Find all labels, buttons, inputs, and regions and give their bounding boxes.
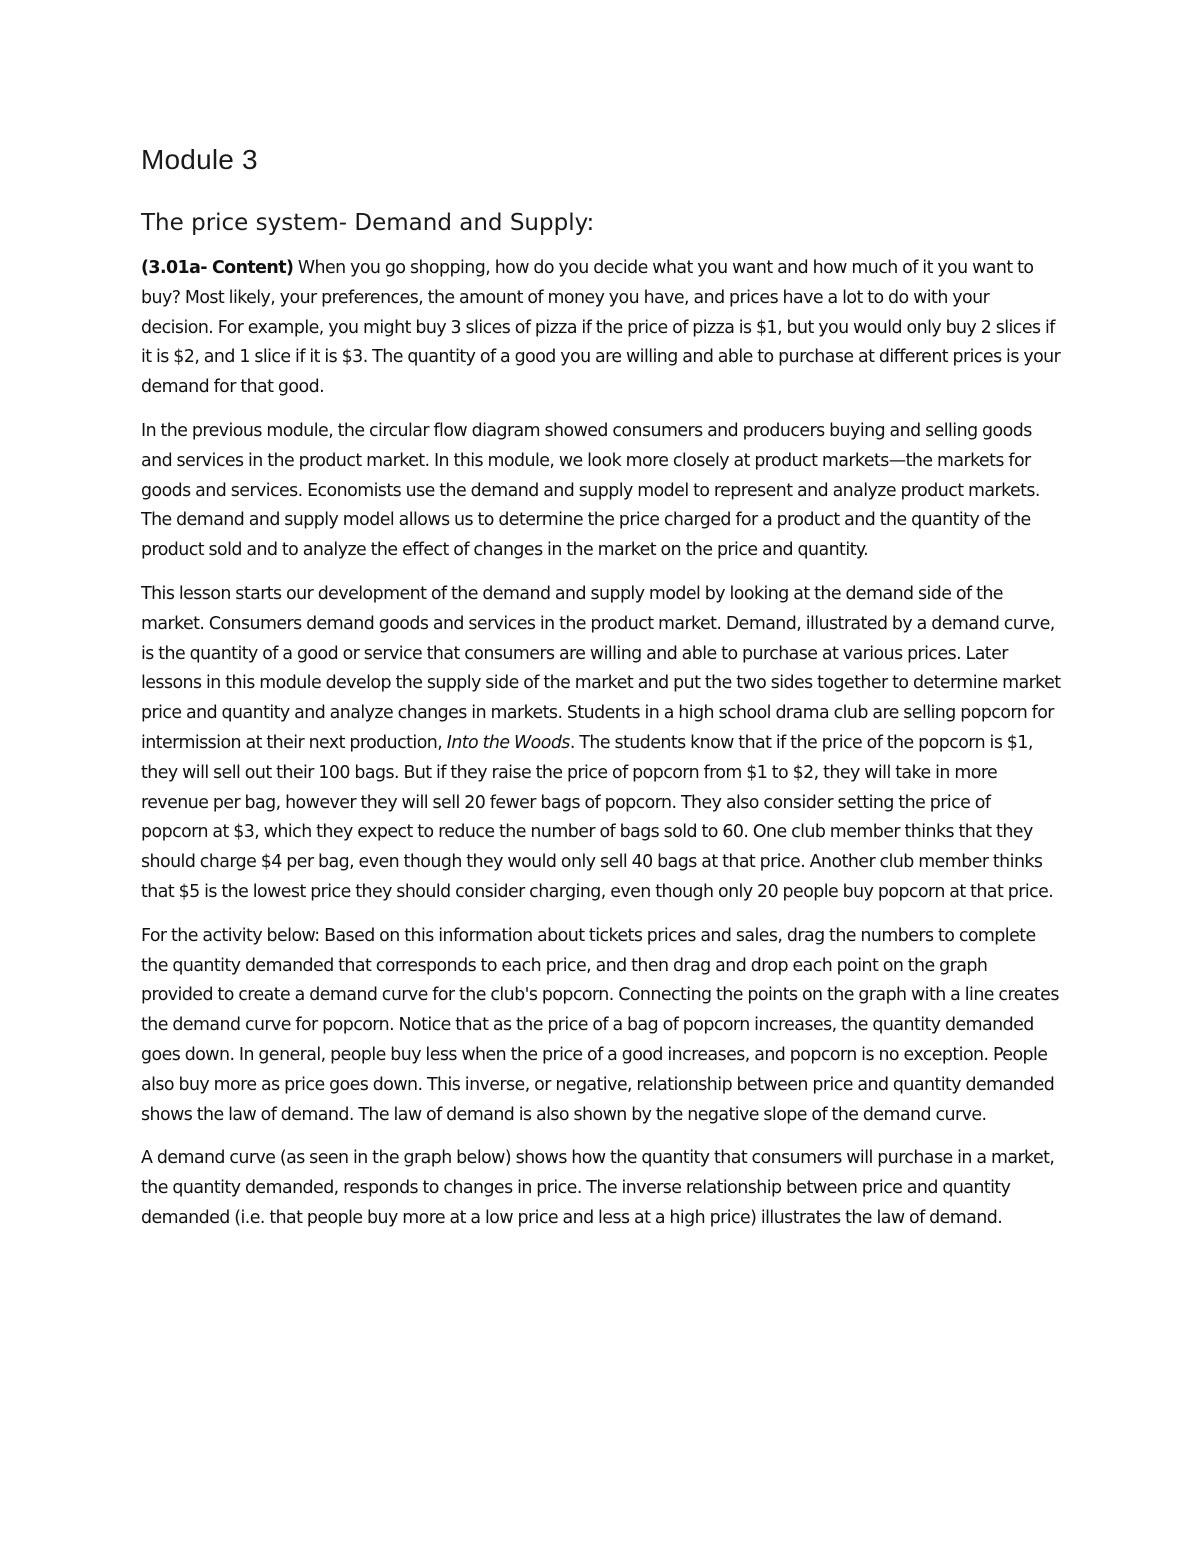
paragraph-intro — [141, 254, 1061, 403]
document-body — [141, 140, 1061, 1248]
paragraph-activity-instructions: For the activity below: Based on this information about tickets prices and sales, drag the numbers to complete the quantity demanded that corresponds to each price, and then drag and drop each point on the graph provided to create a demand curve for the club's popcorn. Connecting the points on the graph with a line creates the demand curve for popcorn. Notice that as the price of a bag of popcorn increases, the quantity demanded goes down. In general, people buy less when the price of a good increases, and popcorn is no exception. People also buy more as price goes down. This inverse, or negative, relationship between price and quantity demanded shows the law of demand. The law of demand is also shown by the negative slope of the demand curve. — [141, 925, 1059, 1125]
module-title: Module 3 — [141, 144, 258, 175]
content-label: (3.01a- Content) — [141, 258, 294, 278]
production-title: Into the Woods — [446, 732, 570, 753]
paragraph-intro-text: When you go shopping, how do you decide what you want and how much of it you want to buy? Most likely, your preferences, the amount of money you have, and prices have a lot to do with your decision. For example, you might buy 3 slices of pizza if the price of pizza is $1, but you would only buy 2 slices if it is $2, and 1 slice if it is $3. The quantity of a good you are willing and able to purchase at different prices is your demand for that good. — [141, 258, 1061, 398]
paragraph-demand-curve: A demand curve (as seen in the graph below) shows how the quantity that consumers will purchase in a market, the quantity demanded, responds to changes in price. The inverse relationship between price and quantity demanded (i.e. that people buy more at a low price and less at a high price) illustrates the law of demand. — [141, 1148, 1055, 1228]
paragraph-product-markets: In the previous module, the circular flow diagram showed consumers and producers buying and selling goods and services in the product market. In this module, we look more closely at product markets—the markets for goods and services. Economists use the demand and supply model to represent and analyze product markets. The demand and supply model allows us to determine the price charged for a product and the quantity of the product sold and to analyze the effect of changes in the market on the price and quantity. — [141, 420, 1040, 561]
section-title: The price system- Demand and Supply: — [141, 210, 595, 236]
paragraph-demand-side-text-a: This lesson starts our development of the demand and supply model by looking at the demand side of the market. Consumers demand goods and services in the product market. Demand, illustrated by a demand curve, is the quantity of a good or service that consumers are willing and able to purchase at various prices. Later lessons in this module develop the supply side of the market and put the two sides together to determine market price and quantity and analyze changes in markets. Students in a high school drama club are selling popcorn for intermission at their next production, — [141, 583, 1061, 753]
paragraph-demand-side-text-b: . The students know that if the price of the popcorn is $1, they will sell out their 100 bags. But if they raise the price of popcorn from $1 to $2, they will take in more revenue per bag, however they will sell 20 fewer bags of popcorn. They also consider setting the price of popcorn at $3, which they expect to reduce the number of bags sold to 60. One club member thinks that they should charge $4 per bag, even though they would only sell 40 bags at that price. Another club member thinks that $5 is the lowest price they should consider charging, even though only 20 people buy popcorn at that price. — [141, 732, 1054, 902]
paragraph-demand-side — [141, 580, 1061, 908]
